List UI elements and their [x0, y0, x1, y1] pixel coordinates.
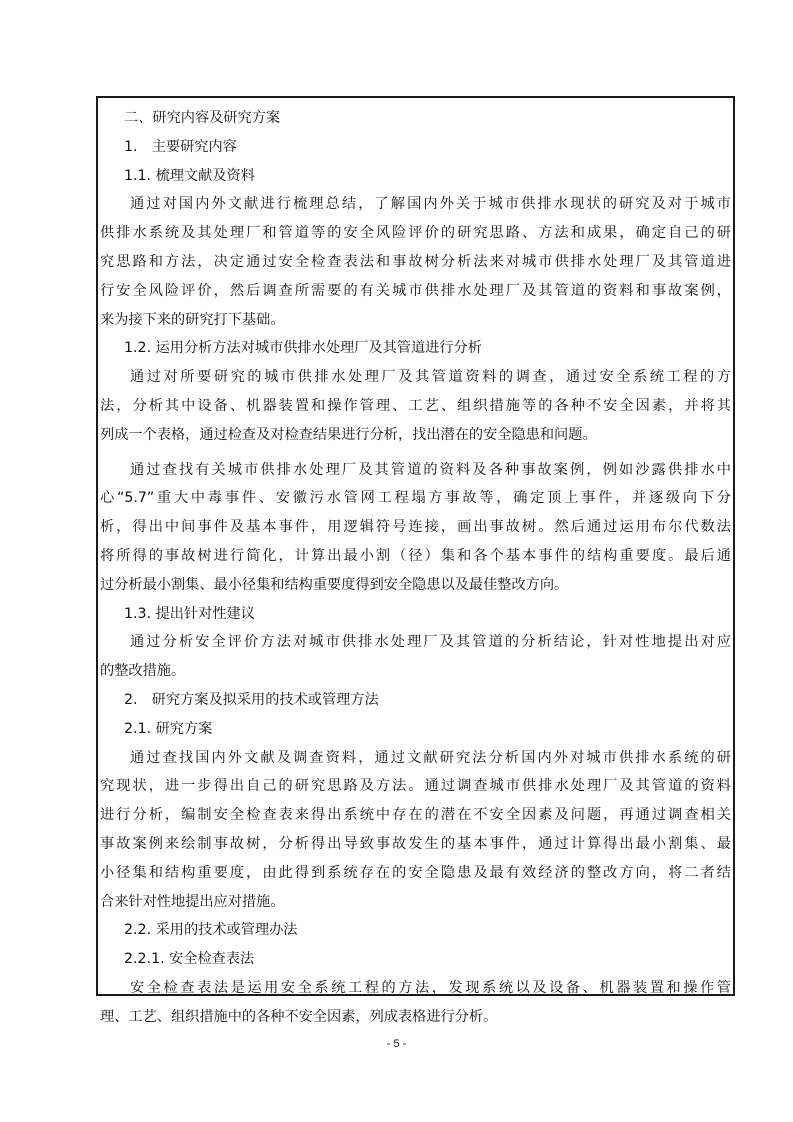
- paragraph-line: 究思路和方法，决定通过安全检查表法和事故树分析法来对城市供排水处理厂及其管道进: [100, 253, 731, 270]
- paragraph-line: 通过查找国内外文献及调查资料，通过文献研究法分析国内外对城市供排水系统的研: [130, 749, 731, 766]
- paragraph-line: 通过对国内外文献进行梳理总结，了解国内外关于城市供排水现状的研究及对于城市: [130, 196, 731, 213]
- heading-main-research-content: 1. 主要研究内容: [124, 138, 237, 155]
- document-content: [100, 104, 731, 1032]
- paragraph-line: 安全检查表法是运用安全系统工程的方法，发现系统以及设备、机器装置和操作管: [130, 979, 731, 996]
- paragraph-fault-tree: [100, 456, 731, 600]
- paragraph-line: 列成一个表格，通过检查及对检查结果进行分析，找出潜在的安全隐患和问题。: [100, 426, 597, 443]
- paragraph-line: 来为接下来的研究打下基础。: [100, 311, 285, 328]
- paragraph-line: 通过查找有关城市供排水处理厂及其管道的资料及各种事故案例，例如沙露供排水中: [130, 461, 731, 478]
- paragraph-line: 的整改措施。: [100, 663, 186, 680]
- heading-targeted-suggestions: 1.3. 提出针对性建议: [124, 605, 255, 622]
- heading-safety-checklist: 2.2.1. 安全检查表法: [124, 951, 255, 968]
- heading-techniques: 2.2. 采用的技术或管理办法: [124, 922, 298, 939]
- paragraph-research-plan: [100, 744, 731, 917]
- heading-research-content-and-plan: 二、研究内容及研究方案: [124, 110, 281, 126]
- paragraph-literature-review: [100, 190, 731, 334]
- heading-research-plan: 2.1. 研究方案: [124, 720, 213, 737]
- paragraph-line: 将所得的事故树进行简化，计算出最小割（径）集和各个基本事件的结构重要度。最后通: [100, 547, 731, 564]
- paragraph-line: 合来针对性地提出应对措施。: [100, 893, 285, 910]
- paragraph-line: 进行分析，编制安全检查表来得出系统中存在的潜在不安全因素及问题，再通过调查相关: [100, 807, 731, 824]
- paragraph-line: 理、工艺、组织措施中的各种不安全因素，列成表格进行分析。: [100, 1008, 498, 1025]
- paragraph-line: 析，得出中间事件及基本事件，用逻辑符号连接，画出事故树。然后通过运用布尔代数法: [100, 519, 731, 536]
- paragraph-line: 供排水系统及其处理厂和管道等的安全风险评价的研究思路、方法和成果，确定自己的研: [100, 225, 731, 242]
- heading-research-plan-and-methods: 2. 研究方案及拟采用的技术或管理方法: [124, 691, 379, 708]
- paragraph-line: 过分析最小割集、最小径集和结构重要度得到安全隐患以及最佳整改方向。: [100, 576, 569, 593]
- paragraph-line: 小径集和结构重要度，由此得到系统存在的安全隐患及最有效经济的整改方向，将二者结: [100, 864, 731, 881]
- paragraph-line: 究现状，进一步得出自己的研究思路及方法。通过调查城市供排水处理厂及其管道的资料: [100, 778, 731, 795]
- heading-analysis-methods: 1.2. 运用分析方法对城市供排水处理厂及其管道进行分析: [124, 340, 482, 357]
- paragraph-analysis-investigation: [100, 363, 731, 449]
- paragraph-line: 法，分析其中设备、机器装置和操作管理、工艺、组织措施等的各种不安全因素，并将其: [100, 397, 731, 414]
- paragraph-line: 事故案例来绘制事故树，分析得出导致事故发生的基本事件，通过计算得出最小割集、最: [100, 835, 731, 852]
- heading-review-literature: 1.1. 梳理文献及资料: [124, 167, 255, 184]
- paragraph-suggestions: [100, 628, 731, 686]
- paragraph-line: 心“5.7”重大中毒事件、安徽污水管网工程塌方事故等，确定顶上事件，并逐级向下分: [100, 490, 731, 507]
- document-frame: [96, 96, 735, 1025]
- paragraph-line: 通过分析安全评价方法对城市供排水处理厂及其管道的分析结论，针对性地提出对应: [130, 634, 731, 651]
- page-number: - 5 -: [386, 1038, 407, 1050]
- paragraph-line: 行安全风险评价，然后调查所需要的有关城市供排水处理厂及其管道的资料和事故案例，: [100, 282, 731, 299]
- paragraph-line: 通过对所要研究的城市供排水处理厂及其管道资料的调查，通过安全系统工程的方: [130, 369, 731, 386]
- paragraph-safety-checklist: [100, 974, 731, 1032]
